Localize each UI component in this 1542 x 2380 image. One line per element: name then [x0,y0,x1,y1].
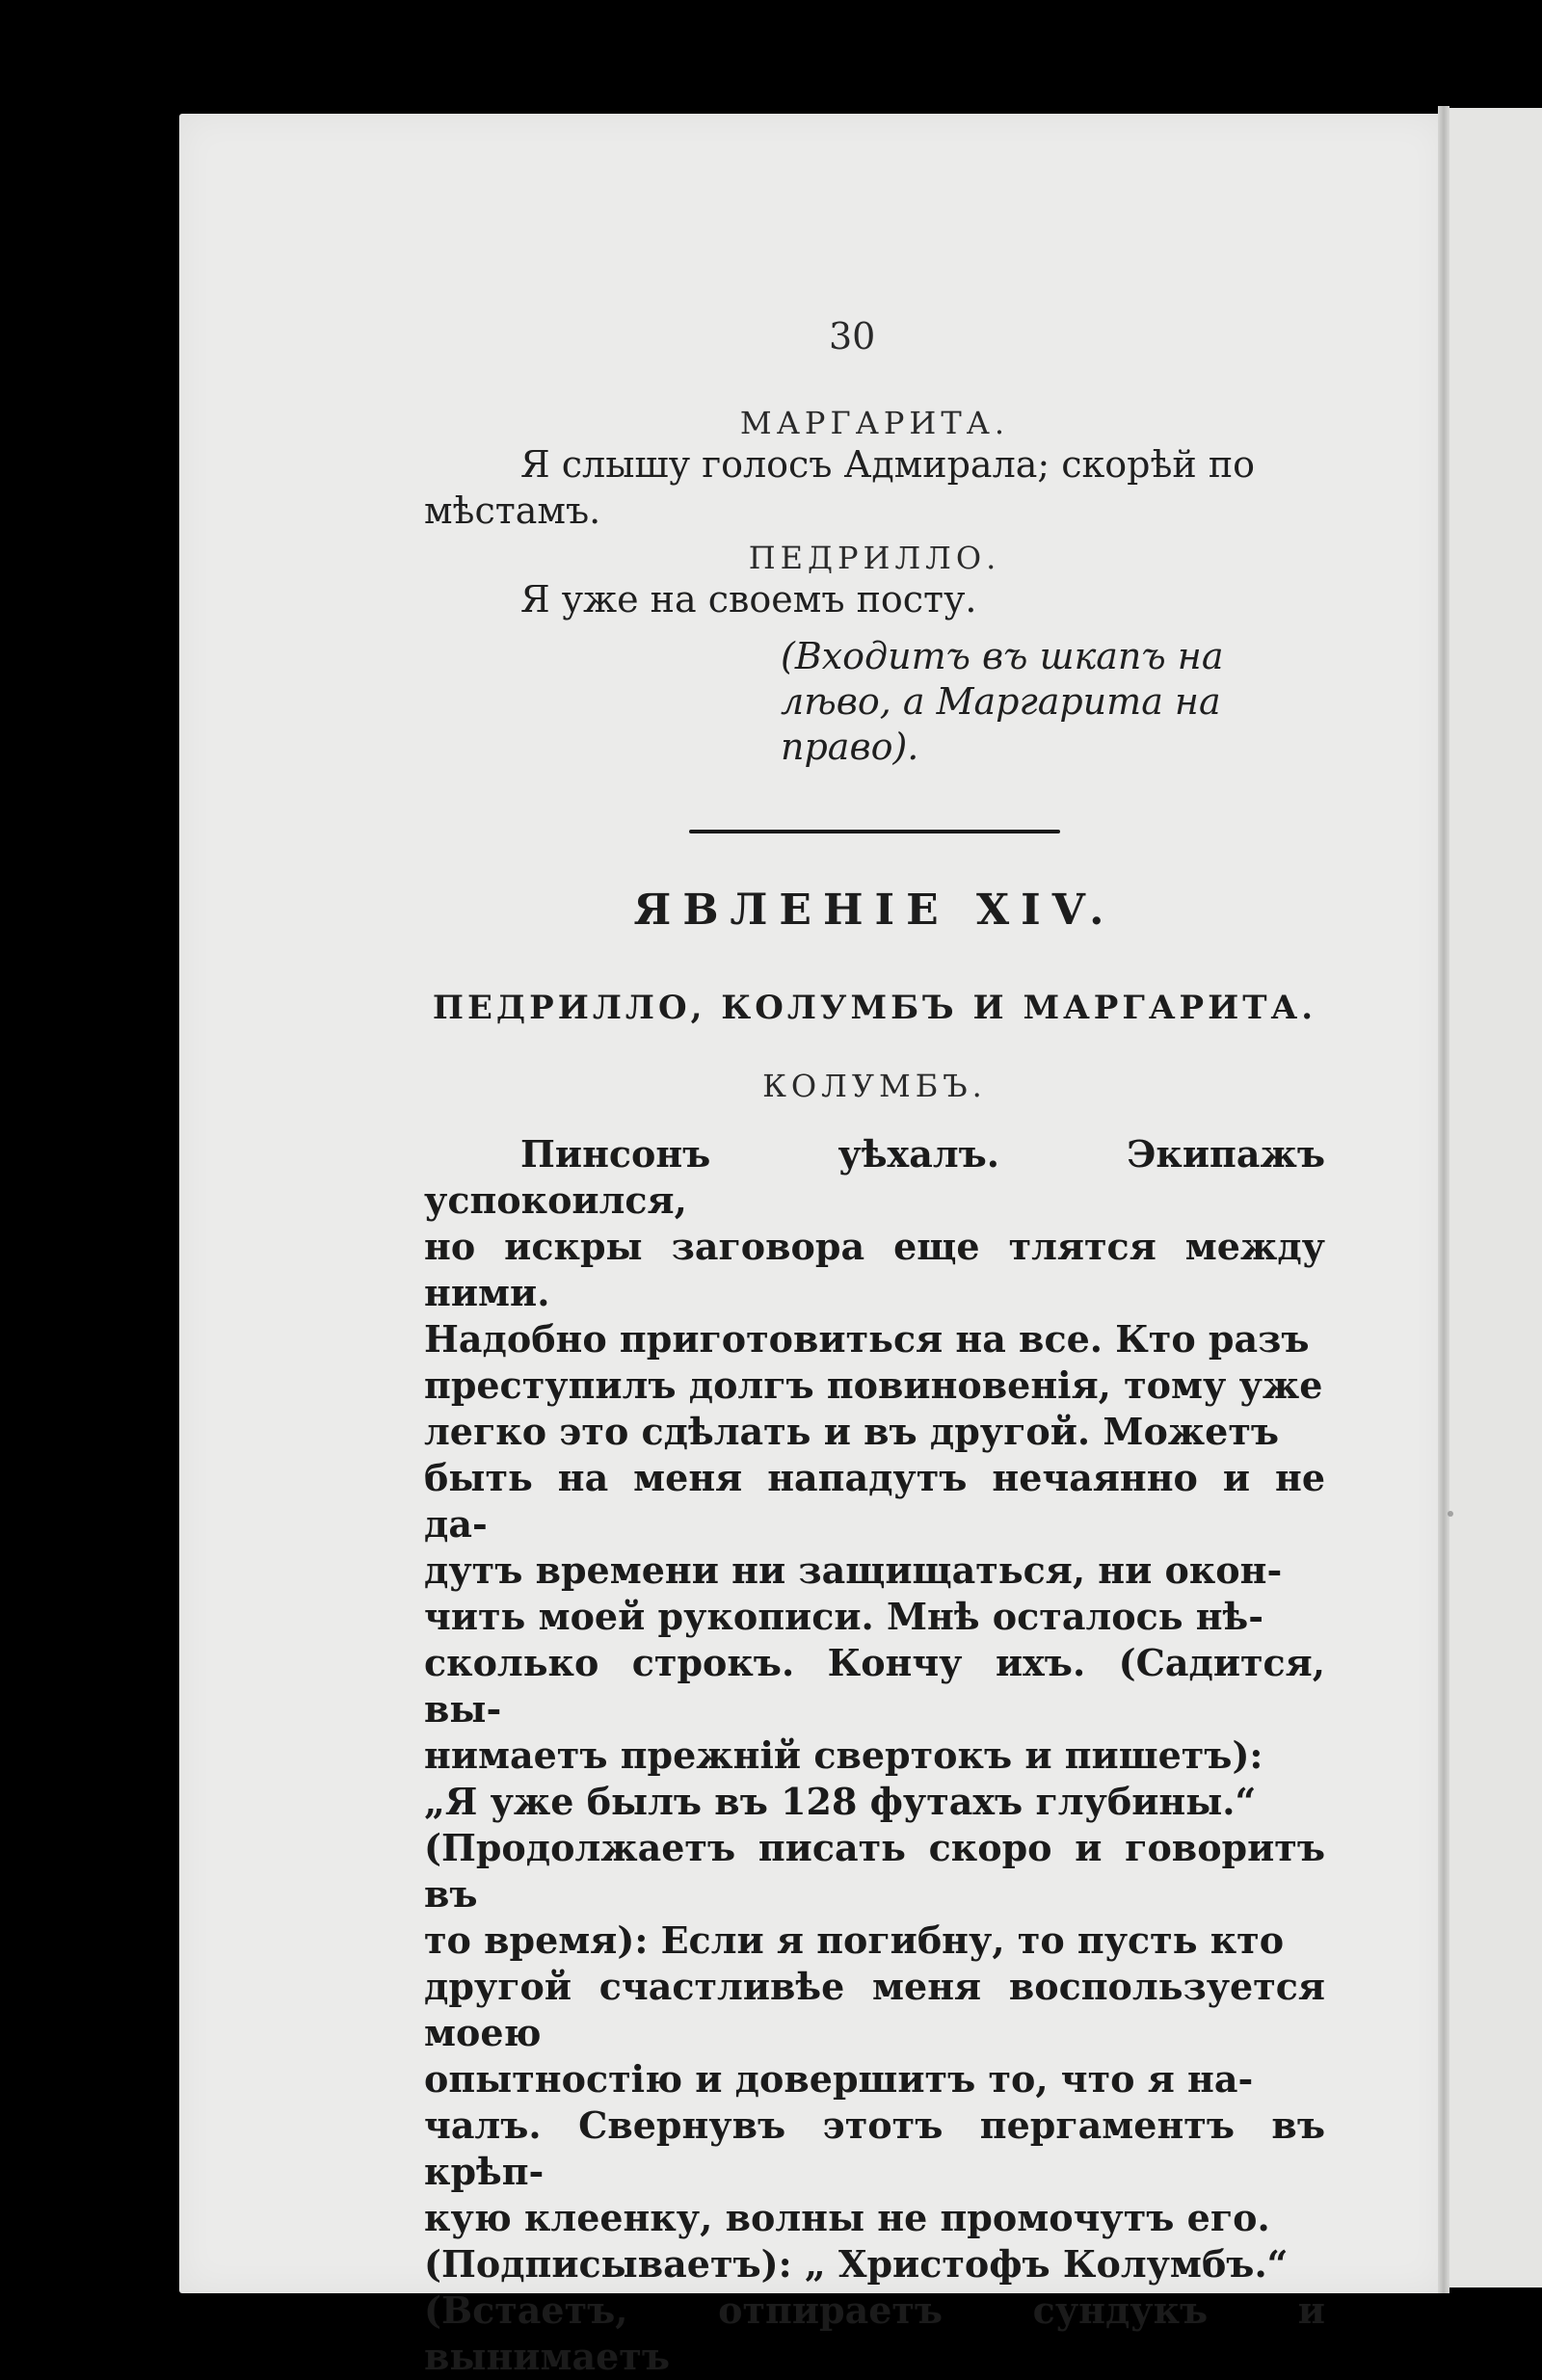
stage-direction [781,634,1325,770]
monologue-line: другой счастливѣе меня воспользуется моею [424,1965,1325,2054]
dialogue-line: Я слышу голосъ Адмирала; скорѣй по [520,443,1256,486]
dialogue-line: мѣстамъ. [424,489,601,532]
paper-speck [1448,1511,1453,1517]
monologue-line: (Продолжаетъ писать скоро и говоритъ въ [424,1826,1325,1916]
speaker-margarita: МАРГАРИТА. [739,405,1010,441]
monologue-line: опытностію и довершитъ то, что я на- [424,2057,1254,2101]
monologue-line: но искры заговора еще тлятся между ними. [424,1225,1325,1314]
speaker-pedrillo: ПЕДРИЛЛО. [748,540,1001,576]
monologue-line: (Подписываетъ): „ Христофъ Колумбъ.“ [424,2242,1289,2286]
dialogue-line: Я уже на своемъ посту. [520,578,977,621]
facing-page-edge [1446,108,1542,2287]
monologue-line: кую клеенку, волны не промочутъ его. [424,2196,1270,2239]
stage-line: лѣво, а Маргарита на [781,680,1221,723]
stage-line: право). [781,726,919,768]
monologue-line: чалъ. Свернувъ этотъ пергаментъ въ крѣп- [424,2103,1325,2193]
monologue-line: Пинсонъ уѣхалъ. Экипажъ успокоился, [424,1132,1325,1222]
stage-line: (Входитъ въ шкапъ на [781,635,1224,677]
monologue-line: легко это сдѣлать и въ другой. Можетъ [424,1410,1280,1453]
monologue-line: Надобно приготовиться на все. Кто разъ [424,1317,1310,1361]
speaker-columbus: КОЛУМБЪ. [762,1068,987,1104]
section-divider [689,830,1060,833]
monologue-line: „Я уже былъ въ 128 футахъ глубины.“ [424,1780,1257,1823]
monologue-line: сколько строкъ. Кончу ихъ. (Садится, вы- [424,1641,1325,1731]
page-number: 30 [829,315,876,357]
monologue-line: то время): Если я погибну, то пусть кто [424,1918,1285,1962]
monologue-line: преступилъ долгъ повиновенія, тому уже [424,1363,1323,1407]
monologue-line: дутъ времени ни защищаться, ни окон- [424,1548,1283,1592]
monologue-line: (Встаетъ, отпираетъ сундукъ и вынимаетъ [424,2288,1325,2378]
page-gutter [1438,106,1449,2293]
characters-list: ПЕДРИЛЛО, КОЛУМБЪ И МАРГАРИТА. [432,989,1317,1027]
monologue-line: нимаетъ прежній свертокъ и пишетъ): [424,1733,1263,1777]
monologue-line: быть на меня нападутъ нечаянно и не да- [424,1456,1325,1546]
monologue-line: чить моей рукописи. Мнѣ осталось нѣ- [424,1595,1264,1638]
page-text [424,405,1325,2380]
monologue-paragraph [424,1131,1325,2380]
scene-heading: ЯВЛЕНІЕ XIV. [633,886,1116,935]
